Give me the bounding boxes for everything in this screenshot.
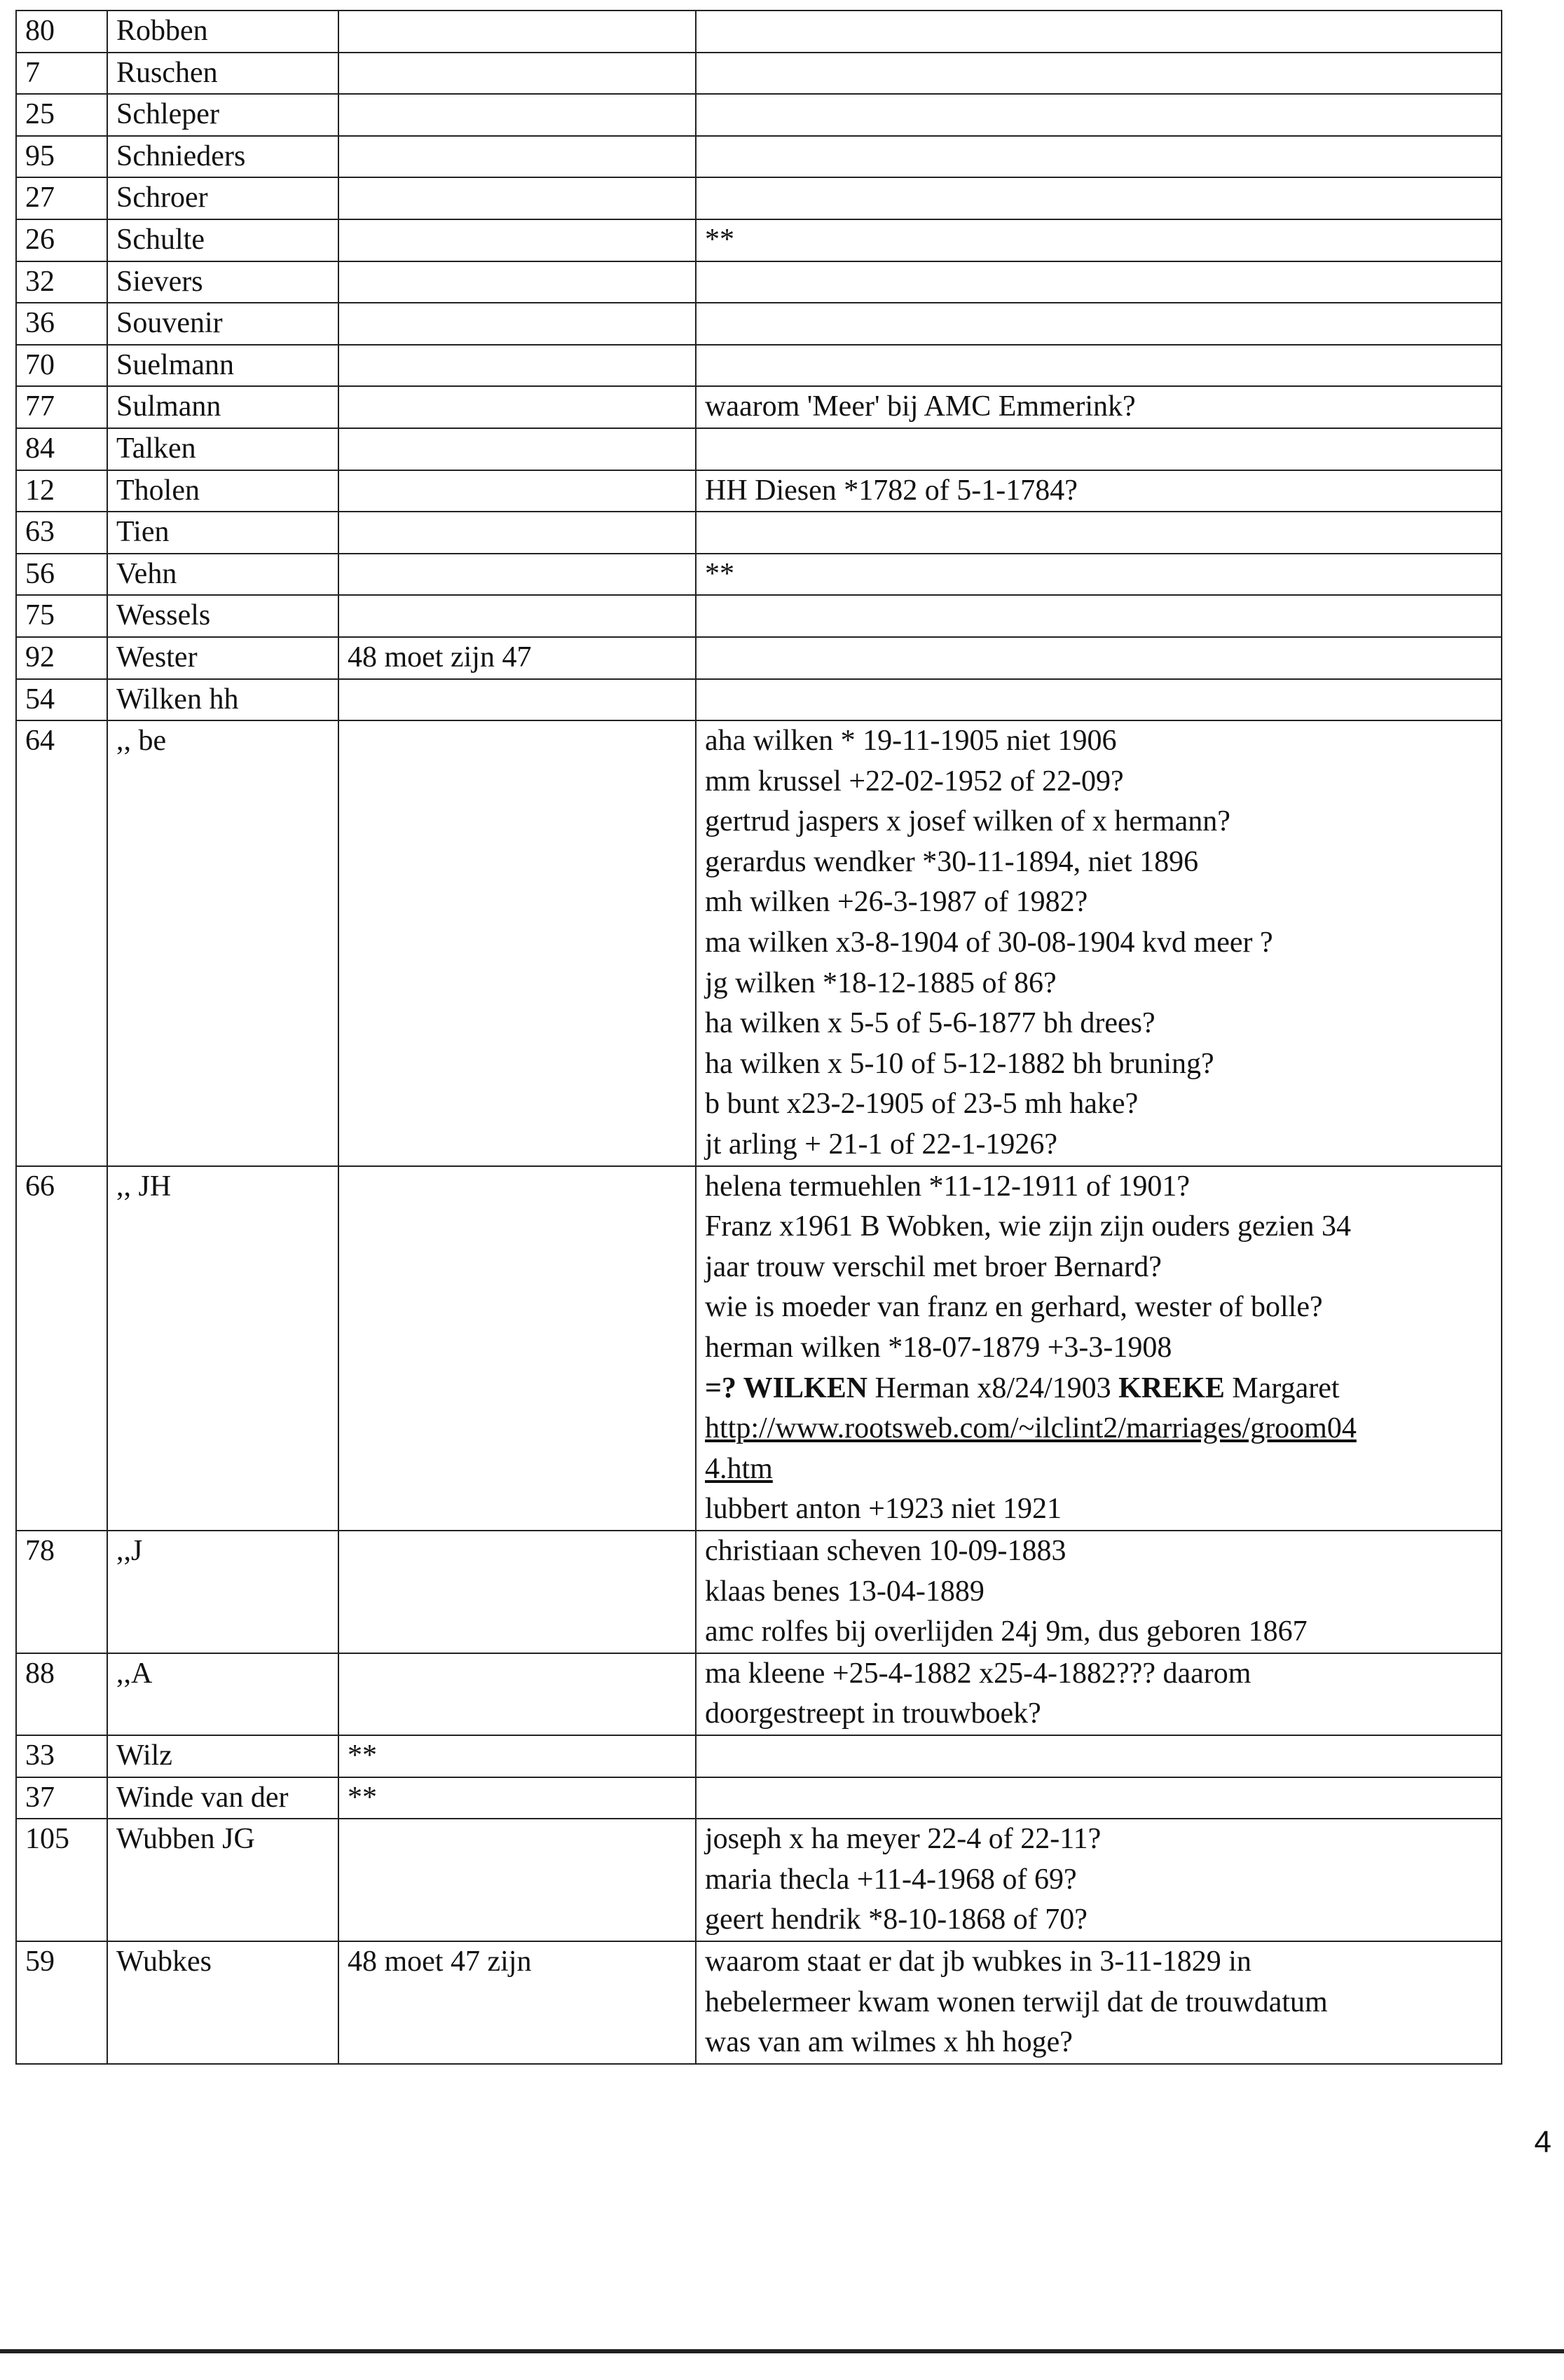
comments-cell: [696, 1941, 1502, 2064]
surname: ,,A: [116, 1657, 153, 1690]
table-row: [16, 177, 1502, 219]
comment-line: ma kleene +25-4-1882 x25-4-1882??? daarom: [705, 1657, 1251, 1690]
surname-cell: [107, 1941, 338, 2064]
comments-cell: [696, 136, 1502, 178]
comment-line: gertrud jaspers x josef wilken of x hermann?: [705, 805, 1230, 838]
surname: ,, be: [116, 725, 167, 758]
note-cell: [338, 136, 696, 178]
surname-cell: [107, 1531, 338, 1653]
note-cell: [338, 512, 696, 554]
comment-line: **: [705, 223, 734, 256]
record-number: 88: [25, 1657, 55, 1690]
record-number-cell: [16, 428, 107, 470]
record-number-cell: [16, 345, 107, 387]
bold-surname: KREKE: [1118, 1372, 1225, 1404]
comments-cell: [696, 1735, 1502, 1777]
note-cell: [338, 11, 696, 53]
empty-line: [705, 680, 1493, 720]
surname: Ruschen: [116, 56, 218, 89]
note-cell: [338, 1653, 696, 1735]
note-text: [348, 1167, 687, 1208]
note-cell: [338, 1166, 696, 1531]
surname: Wilz: [116, 1739, 172, 1772]
note-text: [348, 429, 687, 470]
surname: Schulte: [116, 223, 205, 256]
surname: Souvenir: [116, 307, 223, 340]
note-cell: [338, 637, 696, 679]
surname: Tholen: [116, 474, 200, 507]
comments-cell: [696, 720, 1502, 1166]
note-text: [348, 554, 687, 595]
empty-line: [705, 303, 1493, 344]
comments-cell: [696, 512, 1502, 554]
record-detail: Margaret: [1224, 1372, 1340, 1404]
comments-cell: [696, 11, 1502, 53]
record-number-cell: [16, 470, 107, 512]
comments-cell: [696, 679, 1502, 721]
note-text: [348, 1531, 687, 1572]
note-text: [348, 11, 687, 52]
empty-line: [705, 429, 1493, 470]
record-number-cell: [16, 720, 107, 1166]
comment-line: joseph x ha meyer 22-4 of 22-11?: [705, 1823, 1102, 1856]
comments-cell: [696, 53, 1502, 95]
record-number-cell: [16, 386, 107, 428]
comment-line: b bunt x23-2-1905 of 23-5 mh hake?: [705, 1088, 1139, 1121]
record-number-cell: [16, 679, 107, 721]
table-row: [16, 219, 1502, 261]
surname-cell: [107, 470, 338, 512]
record-number-cell: [16, 177, 107, 219]
surname: Schnieders: [116, 139, 246, 172]
note-text: 48 moet zijn 47: [348, 641, 532, 673]
note-text: [348, 512, 687, 553]
surname-cell: [107, 136, 338, 178]
table-row: [16, 386, 1502, 428]
surname: ,,J: [116, 1534, 143, 1567]
record-number-cell: [16, 11, 107, 53]
empty-line: [705, 638, 1493, 678]
bold-record-line: [705, 1369, 1493, 1409]
surname-cell: [107, 261, 338, 303]
record-number-cell: [16, 1941, 107, 2064]
comment-line: ma wilken x3-8-1904 of 30-08-1904 kvd meer ?: [705, 926, 1273, 959]
record-number: 7: [25, 56, 40, 89]
surname-cell: [107, 219, 338, 261]
comments-cell: [696, 1166, 1502, 1531]
comment-line: ha wilken x 5-5 of 5-6-1877 bh drees?: [705, 1007, 1155, 1040]
table-row: [16, 679, 1502, 721]
comment-line: hebelermeer kwam wonen terwijl dat de trouwdatum: [705, 1985, 1328, 2018]
comment-line: helena termuehlen *11-12-1911 of 1901?: [705, 1170, 1190, 1203]
surname-cell: [107, 1777, 338, 1819]
surname-cell: [107, 177, 338, 219]
table-row: [16, 637, 1502, 679]
empty-line: [705, 262, 1493, 303]
comment-line: gerardus wendker *30-11-1894, niet 1896: [705, 845, 1199, 878]
corrections-table: [15, 10, 1502, 2065]
surname-cell: [107, 1166, 338, 1531]
table-row: [16, 595, 1502, 637]
surname: Winde van der: [116, 1781, 289, 1814]
record-number: 92: [25, 641, 55, 673]
surname-cell: [107, 11, 338, 53]
surname: Schroer: [116, 182, 208, 214]
surname-cell: [107, 386, 338, 428]
comment-line: lubbert anton +1923 niet 1921: [705, 1493, 1062, 1526]
bottom-rule: [0, 2349, 1564, 2353]
surname: Suelmann: [116, 348, 234, 381]
comments-cell: [696, 1819, 1502, 1941]
table-row: [16, 1166, 1502, 1531]
empty-line: [705, 11, 1493, 52]
comment-line: ha wilken x 5-10 of 5-12-1882 bh bruning?: [705, 1047, 1214, 1080]
surname: Sievers: [116, 265, 203, 298]
record-number: 33: [25, 1739, 55, 1772]
empty-line: [705, 178, 1493, 219]
record-number: 95: [25, 139, 55, 172]
record-number: 80: [25, 15, 55, 47]
comment-line: **: [705, 557, 734, 590]
note-cell: [338, 261, 696, 303]
record-detail: Herman x8/24/1903: [867, 1372, 1119, 1404]
record-number: 64: [25, 725, 55, 758]
record-number: 32: [25, 265, 55, 298]
record-number: 105: [25, 1823, 69, 1856]
surname-cell: [107, 512, 338, 554]
note-cell: [338, 94, 696, 136]
record-number: 66: [25, 1170, 55, 1203]
comments-cell: [696, 595, 1502, 637]
comment-line: was van am wilmes x hh hoge?: [705, 2026, 1073, 2059]
comment-line: wie is moeder van franz en gerhard, wester of bolle?: [705, 1291, 1323, 1324]
comment-line: herman wilken *18-07-1879 +3-3-1908: [705, 1332, 1172, 1364]
table-row: [16, 1735, 1502, 1777]
surname: ,, JH: [116, 1170, 172, 1203]
empty-line: [705, 53, 1493, 94]
record-number: 12: [25, 474, 55, 507]
surname-cell: [107, 554, 338, 596]
note-text: [348, 1819, 687, 1860]
comment-line: waarom staat er dat jb wubkes in 3-11-1829 in: [705, 1945, 1251, 1978]
record-number-cell: [16, 595, 107, 637]
table-row: [16, 1819, 1502, 1941]
table-row: [16, 1777, 1502, 1819]
surname: Talken: [116, 432, 196, 465]
surname: Wubkes: [116, 1945, 212, 1978]
note-text: [348, 346, 687, 386]
comment-line: jg wilken *18-12-1885 of 86?: [705, 966, 1057, 999]
note-text: [348, 680, 687, 720]
surname-cell: [107, 345, 338, 387]
table-row: [16, 1653, 1502, 1735]
comments-cell: [696, 219, 1502, 261]
record-number-cell: [16, 1777, 107, 1819]
note-cell: [338, 679, 696, 721]
comments-cell: [696, 94, 1502, 136]
comment-line: HH Diesen *1782 of 5-1-1784?: [705, 474, 1078, 507]
note-cell: [338, 345, 696, 387]
record-number: 59: [25, 1945, 55, 1978]
note-cell: [338, 219, 696, 261]
note-cell: [338, 386, 696, 428]
note-text: [348, 387, 687, 428]
note-cell: [338, 1777, 696, 1819]
surname-cell: [107, 720, 338, 1166]
note-cell: [338, 177, 696, 219]
empty-line: [705, 137, 1493, 177]
record-number-cell: [16, 94, 107, 136]
comment-line: mm krussel +22-02-1952 of 22-09?: [705, 765, 1124, 798]
comment-line: jt arling + 21-1 of 22-1-1926?: [705, 1128, 1058, 1161]
note-text: [348, 137, 687, 177]
note-cell: [338, 595, 696, 637]
empty-line: [705, 1778, 1493, 1819]
table-row: [16, 1531, 1502, 1653]
surname: Robben: [116, 15, 208, 47]
comments-cell: [696, 1653, 1502, 1735]
note-cell: [338, 1735, 696, 1777]
record-number-cell: [16, 637, 107, 679]
comments-cell: [696, 428, 1502, 470]
table-row: [16, 470, 1502, 512]
note-cell: [338, 303, 696, 345]
comment-line: doorgestreept in trouwboek?: [705, 1697, 1041, 1730]
comment-line: klaas benes 13-04-1889: [705, 1575, 985, 1608]
note-text: [348, 721, 687, 762]
note-text: [348, 596, 687, 636]
empty-line: [705, 346, 1493, 386]
table-row: [16, 303, 1502, 345]
record-number-cell: [16, 1531, 107, 1653]
surname-cell: [107, 53, 338, 95]
record-number: 26: [25, 223, 55, 256]
note-cell: [338, 1819, 696, 1941]
table-row: [16, 53, 1502, 95]
comments-cell: [696, 261, 1502, 303]
note-text: 48 moet 47 zijn: [348, 1945, 532, 1978]
record-number: 78: [25, 1534, 55, 1567]
empty-line: [705, 1736, 1493, 1777]
table-row: [16, 1941, 1502, 2064]
record-number-cell: [16, 261, 107, 303]
surname-cell: [107, 1653, 338, 1735]
empty-line: [705, 596, 1493, 636]
record-number: 25: [25, 98, 55, 131]
bold-surname: =? WILKEN: [705, 1372, 868, 1404]
note-text: **: [348, 1739, 377, 1772]
note-cell: [338, 1941, 696, 2064]
table-row: [16, 428, 1502, 470]
record-number-cell: [16, 512, 107, 554]
comment-line: geert hendrik *8-10-1868 of 70?: [705, 1903, 1088, 1936]
comment-line: waarom 'Meer' bij AMC Emmerink?: [705, 390, 1136, 423]
note-text: [348, 53, 687, 94]
table-row: [16, 720, 1502, 1166]
note-text: [348, 178, 687, 219]
surname: Wessels: [116, 599, 211, 632]
comment-line: christiaan scheven 10-09-1883: [705, 1534, 1066, 1567]
record-number-cell: [16, 1166, 107, 1531]
table-row: [16, 345, 1502, 387]
table-row: [16, 554, 1502, 596]
empty-line: [705, 95, 1493, 135]
note-text: **: [348, 1781, 377, 1814]
surname-cell: [107, 679, 338, 721]
surname: Vehn: [116, 557, 177, 590]
table-row: [16, 94, 1502, 136]
record-number-cell: [16, 1735, 107, 1777]
note-text: [348, 220, 687, 261]
note-cell: [338, 470, 696, 512]
comments-cell: [696, 554, 1502, 596]
record-number: 56: [25, 557, 55, 590]
comments-cell: [696, 1777, 1502, 1819]
surname-cell: [107, 303, 338, 345]
comment-line: mh wilken +26-3-1987 of 1982?: [705, 886, 1088, 919]
record-number: 54: [25, 683, 55, 716]
record-number-cell: [16, 136, 107, 178]
note-text: [348, 1654, 687, 1695]
note-text: [348, 95, 687, 135]
note-cell: [338, 53, 696, 95]
record-number: 70: [25, 348, 55, 381]
surname: Wubben JG: [116, 1823, 255, 1856]
empty-line: [705, 512, 1493, 553]
record-number: 63: [25, 516, 55, 549]
table-body: [16, 11, 1502, 2064]
comments-cell: [696, 637, 1502, 679]
comment-line: aha wilken * 19-11-1905 niet 1906: [705, 725, 1117, 758]
note-cell: [338, 1531, 696, 1653]
record-number-cell: [16, 1653, 107, 1735]
surname: Tien: [116, 516, 170, 549]
comments-cell: [696, 345, 1502, 387]
record-number: 27: [25, 182, 55, 214]
page-number: 4: [1534, 2125, 1551, 2159]
note-text: [348, 262, 687, 303]
surname: Sulmann: [116, 390, 221, 423]
surname: Schleper: [116, 98, 219, 131]
record-number-cell: [16, 554, 107, 596]
comment-line: amc rolfes bij overlijden 24j 9m, dus geboren 1867: [705, 1615, 1308, 1648]
comments-cell: [696, 303, 1502, 345]
genealogy-table-page: [15, 10, 1501, 2065]
surname: Wester: [116, 641, 198, 673]
record-number: 75: [25, 599, 55, 632]
record-number: 84: [25, 432, 55, 465]
note-text: [348, 303, 687, 344]
surname-cell: [107, 637, 338, 679]
record-number-cell: [16, 219, 107, 261]
record-number-cell: [16, 53, 107, 95]
table-row: [16, 512, 1502, 554]
record-number-cell: [16, 303, 107, 345]
note-cell: [338, 720, 696, 1166]
note-text: [348, 471, 687, 512]
record-number-cell: [16, 1819, 107, 1941]
record-number: 77: [25, 390, 55, 423]
table-row: [16, 261, 1502, 303]
comment-line: maria thecla +11-4-1968 of 69?: [705, 1863, 1077, 1896]
surname-cell: [107, 1735, 338, 1777]
comments-cell: [696, 470, 1502, 512]
record-number: 37: [25, 1781, 55, 1814]
source-link[interactable]: 4.htm: [705, 1452, 773, 1485]
note-cell: [338, 428, 696, 470]
comment-line: jaar trouw verschil met broer Bernard?: [705, 1250, 1162, 1283]
note-cell: [338, 554, 696, 596]
comments-cell: [696, 386, 1502, 428]
surname-cell: [107, 1819, 338, 1941]
table-row: [16, 11, 1502, 53]
comments-cell: [696, 177, 1502, 219]
surname: Wilken hh: [116, 683, 239, 716]
surname-cell: [107, 428, 338, 470]
record-number: 36: [25, 307, 55, 340]
surname-cell: [107, 595, 338, 637]
table-row: [16, 136, 1502, 178]
source-link[interactable]: http://www.rootsweb.com/~ilclint2/marriages/groom04: [705, 1412, 1357, 1445]
surname-cell: [107, 94, 338, 136]
comment-line: Franz x1961 B Wobken, wie zijn zijn ouders gezien 34: [705, 1210, 1351, 1243]
comments-cell: [696, 1531, 1502, 1653]
